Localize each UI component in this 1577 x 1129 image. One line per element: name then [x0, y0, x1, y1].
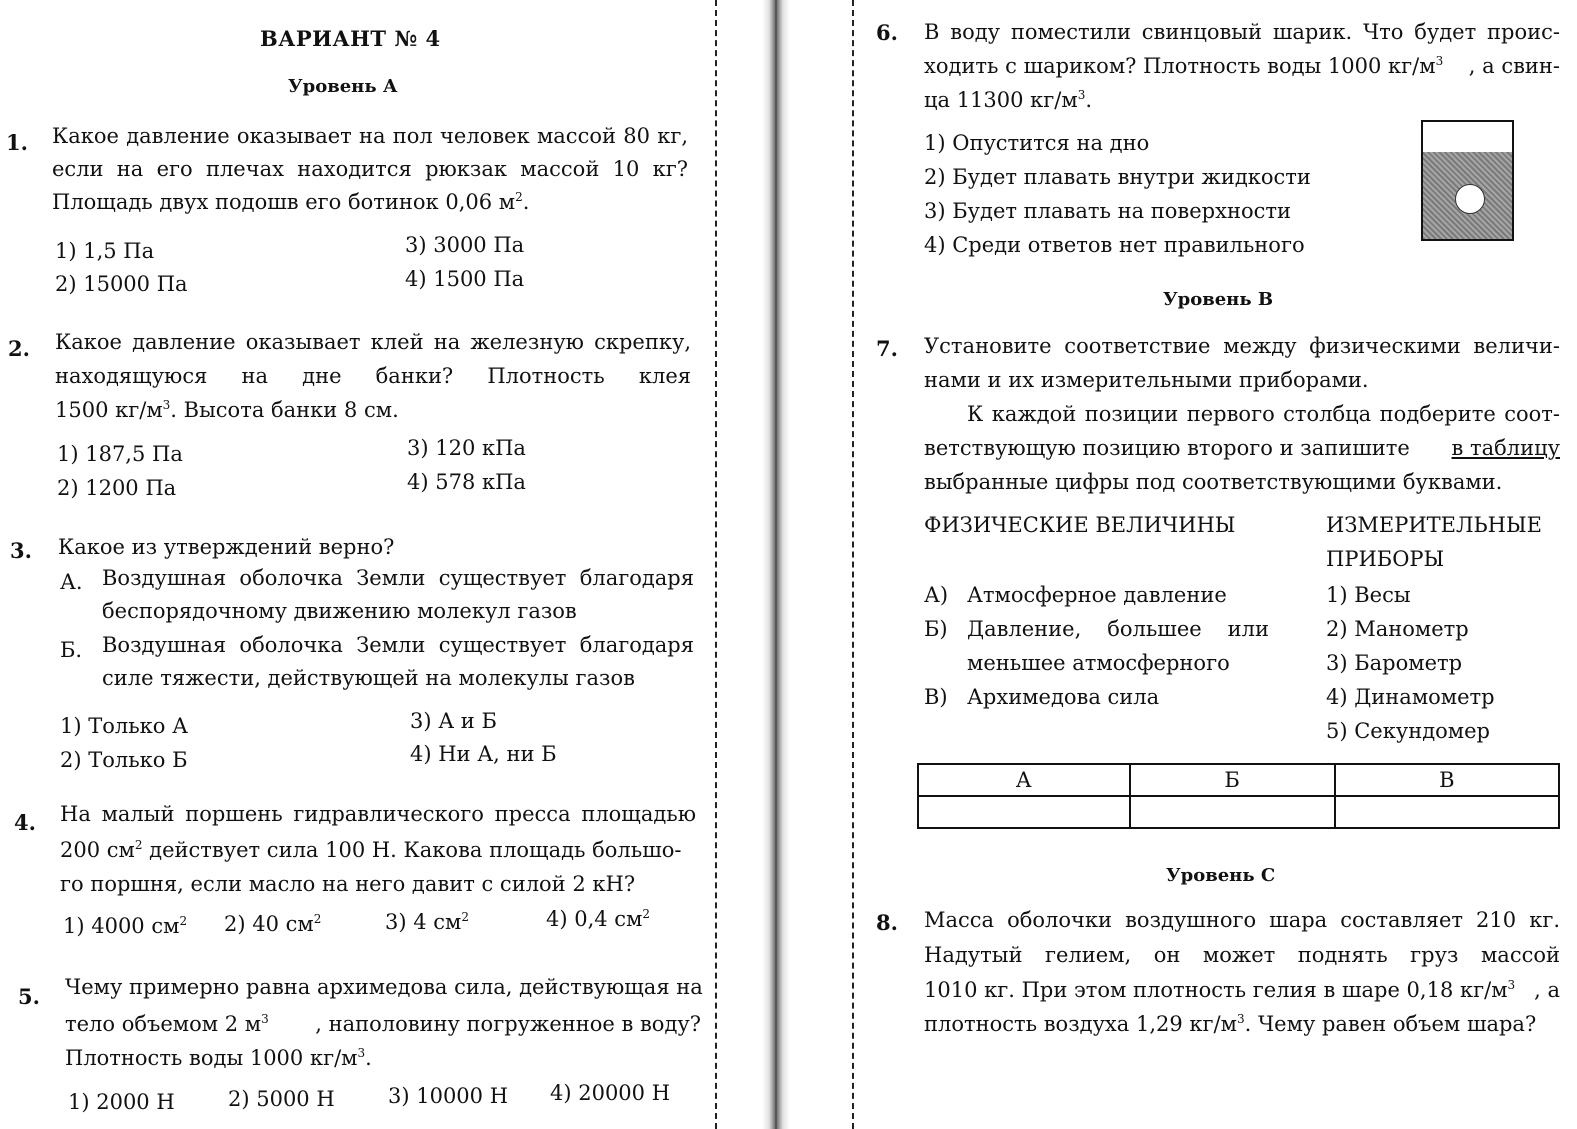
question-text-line: выбранные цифры под соответствующими буквами.: [924, 470, 1503, 494]
question-text-line: го поршня, если масло на него давит с силой 2 кН?: [60, 872, 636, 896]
question-text-line: Какое давление оказывает на пол человек массой 80 кг,: [52, 124, 688, 148]
match-item-text: Атмосферное давление: [967, 583, 1227, 607]
question-text-line: если на его плечах находится рюкзак массой 10 кг?: [52, 157, 688, 181]
answer-option[interactable]: 3) 4 $см^2$: [385, 910, 470, 934]
answer-option[interactable]: 4) 1500 Па: [405, 267, 525, 291]
question-text-line: 200 $см^2$ действует сила 100 Н. Какова площадь большо-: [60, 838, 682, 862]
question-number: 2.: [8, 336, 30, 361]
instrument-item: 5) Секундомер: [1326, 719, 1490, 743]
level-a-heading: Уровень А: [288, 76, 398, 97]
question-number: 3.: [10, 538, 32, 563]
answer-table-header-cell: В: [1335, 764, 1559, 796]
match-item-text: Архимедова сила: [967, 685, 1160, 709]
statement-label: А.: [60, 570, 83, 594]
answer-table-header-cell: Б: [1130, 764, 1335, 796]
variant-title: ВАРИАНТ № 4: [260, 26, 441, 51]
statement-label: Б.: [60, 638, 83, 662]
question-text-line: В воду поместили свинцовый шарик. Что будет проис-: [924, 20, 1560, 44]
statement-text-line: беспорядочному движению молекул газов: [102, 599, 577, 623]
cut-line-left: [715, 0, 717, 1129]
answer-option[interactable]: 1) 2000 Н: [68, 1090, 175, 1114]
answer-option[interactable]: 2) Только Б: [60, 748, 188, 772]
question-number: 6.: [876, 20, 898, 45]
answer-cell-a[interactable]: [918, 796, 1130, 828]
statement-text-line: Воздушная оболочка Земли существует благодаря: [102, 566, 694, 590]
question-number: 8.: [876, 910, 898, 935]
answer-option[interactable]: 3) 3000 Па: [405, 233, 525, 257]
column-heading: ИЗМЕРИТЕЛЬНЫЕ: [1326, 513, 1542, 537]
question-text-line: Плотность воды 1000 $кг/м^3$.: [65, 1046, 372, 1070]
question-text-line: ца 11300 $кг/м^3$.: [924, 88, 1093, 112]
answer-option[interactable]: 3) А и Б: [410, 709, 497, 733]
answer-option[interactable]: 2) 40 $см^2$: [224, 912, 322, 936]
answer-option[interactable]: 2) 1200 Па: [57, 476, 177, 500]
statement-text-line: силе тяжести, действующей на молекулы газов: [102, 666, 635, 690]
question-text-line: ветствующую позицию второго и запишите в таблицу: [924, 436, 1560, 460]
question-text-line: Чему примерно равна архимедова сила, действующая на: [65, 975, 703, 999]
answer-option[interactable]: 4) 20000 Н: [550, 1081, 671, 1105]
answer-option[interactable]: 4) 578 кПа: [407, 470, 526, 494]
answer-option[interactable]: 1) 187,5 Па: [57, 442, 183, 466]
water-ball-figure: [1421, 120, 1514, 241]
answer-option[interactable]: 1) Только А: [60, 714, 188, 738]
instrument-item: 1) Весы: [1326, 583, 1411, 607]
answer-table-header-row: [918, 764, 1559, 796]
cut-line-right: [852, 0, 854, 1129]
question-text-line: нами и их измерительными приборами.: [924, 368, 1369, 392]
question-text-line: тело объемом 2 $м^3$ , наполовину погруженное в воду?: [65, 1012, 701, 1036]
question-number: 1.: [6, 130, 28, 155]
instrument-item: 3) Барометр: [1326, 651, 1463, 675]
column-heading: ПРИБОРЫ: [1326, 547, 1445, 571]
instrument-item: 4) Динамометр: [1326, 685, 1495, 709]
match-item-text: Давление, большее или: [967, 617, 1269, 641]
match-item-label: Б): [924, 617, 948, 641]
question-text-line: Установите соответствие между физическими величи-: [924, 334, 1560, 358]
book-spine-shadow: [762, 0, 790, 1129]
answer-option[interactable]: 3) 120 кПа: [407, 436, 526, 460]
answer-option[interactable]: 3) 10000 Н: [388, 1084, 509, 1108]
answer-option[interactable]: 2) Будет плавать внутри жидкости: [924, 165, 1311, 189]
question-number: 7.: [876, 336, 898, 361]
answer-option[interactable]: 2) 15000 Па: [55, 272, 188, 296]
question-text-line: Надутый гелием, он может поднять груз массой: [924, 943, 1560, 967]
answer-option[interactable]: 3) Будет плавать на поверхности: [924, 199, 1291, 223]
ball-icon: [1455, 184, 1485, 214]
answer-cell-b[interactable]: [1130, 796, 1335, 828]
level-c-heading: Уровень С: [1166, 865, 1276, 886]
answer-option[interactable]: 1) 1,5 Па: [55, 239, 155, 263]
match-item-text: меньшее атмосферного: [967, 651, 1230, 675]
match-item-label: А): [924, 583, 949, 607]
answer-table-header-cell: А: [918, 764, 1130, 796]
answer-cell-c[interactable]: [1335, 796, 1559, 828]
answer-table: [917, 763, 1560, 829]
question-number: 4.: [14, 810, 36, 835]
answer-option[interactable]: 2) 5000 Н: [228, 1087, 335, 1111]
column-heading: ФИЗИЧЕСКИЕ ВЕЛИЧИНЫ: [924, 513, 1236, 537]
answer-table-input-row: [918, 796, 1559, 828]
question-text-line: Какое из утверждений верно?: [58, 535, 395, 559]
level-b-heading: Уровень В: [1163, 289, 1274, 310]
question-text-line: Масса оболочки воздушного шара составляет 210 кг.: [924, 908, 1560, 932]
question-text-line: Какое давление оказывает клей на железную скрепку,: [55, 330, 691, 354]
question-text-line: К каждой позиции первого столбца подберите соот-: [967, 402, 1560, 426]
answer-option[interactable]: 1) Опустится на дно: [924, 131, 1150, 155]
answer-option[interactable]: 4) 0,4 $см^2$: [546, 907, 651, 931]
question-text-line: 1500 $кг/м^3$. Высота банки 8 см.: [55, 398, 399, 422]
match-item-label: В): [924, 685, 948, 709]
statement-text-line: Воздушная оболочка Земли существует благодаря: [102, 633, 694, 657]
question-text-line: плотность воздуха 1,29 $кг/м^3$. Чему равен объем шара?: [924, 1012, 1537, 1036]
question-text-line: находящуюся на дне банки? Плотность клея: [55, 364, 691, 388]
instrument-item: 2) Манометр: [1326, 617, 1469, 641]
question-number: 5.: [18, 984, 40, 1009]
answer-option[interactable]: 1) 4000 $см^2$: [63, 914, 188, 938]
question-text-line: ходить с шариком? Плотность воды 1000 $кг/м^3$ , а свин-: [924, 54, 1560, 78]
question-text-line: 1010 кг. При этом плотность гелия в шаре 0,18 $кг/м^3$ , а: [924, 978, 1560, 1002]
answer-option[interactable]: 4) Среди ответов нет правильного: [924, 233, 1305, 257]
question-text-line: Площадь двух подошв его ботинок 0,06 $м^2$.: [52, 190, 530, 214]
answer-option[interactable]: 4) Ни А, ни Б: [410, 742, 557, 766]
question-text-line: На малый поршень гидравлического пресса площадью: [60, 802, 696, 826]
